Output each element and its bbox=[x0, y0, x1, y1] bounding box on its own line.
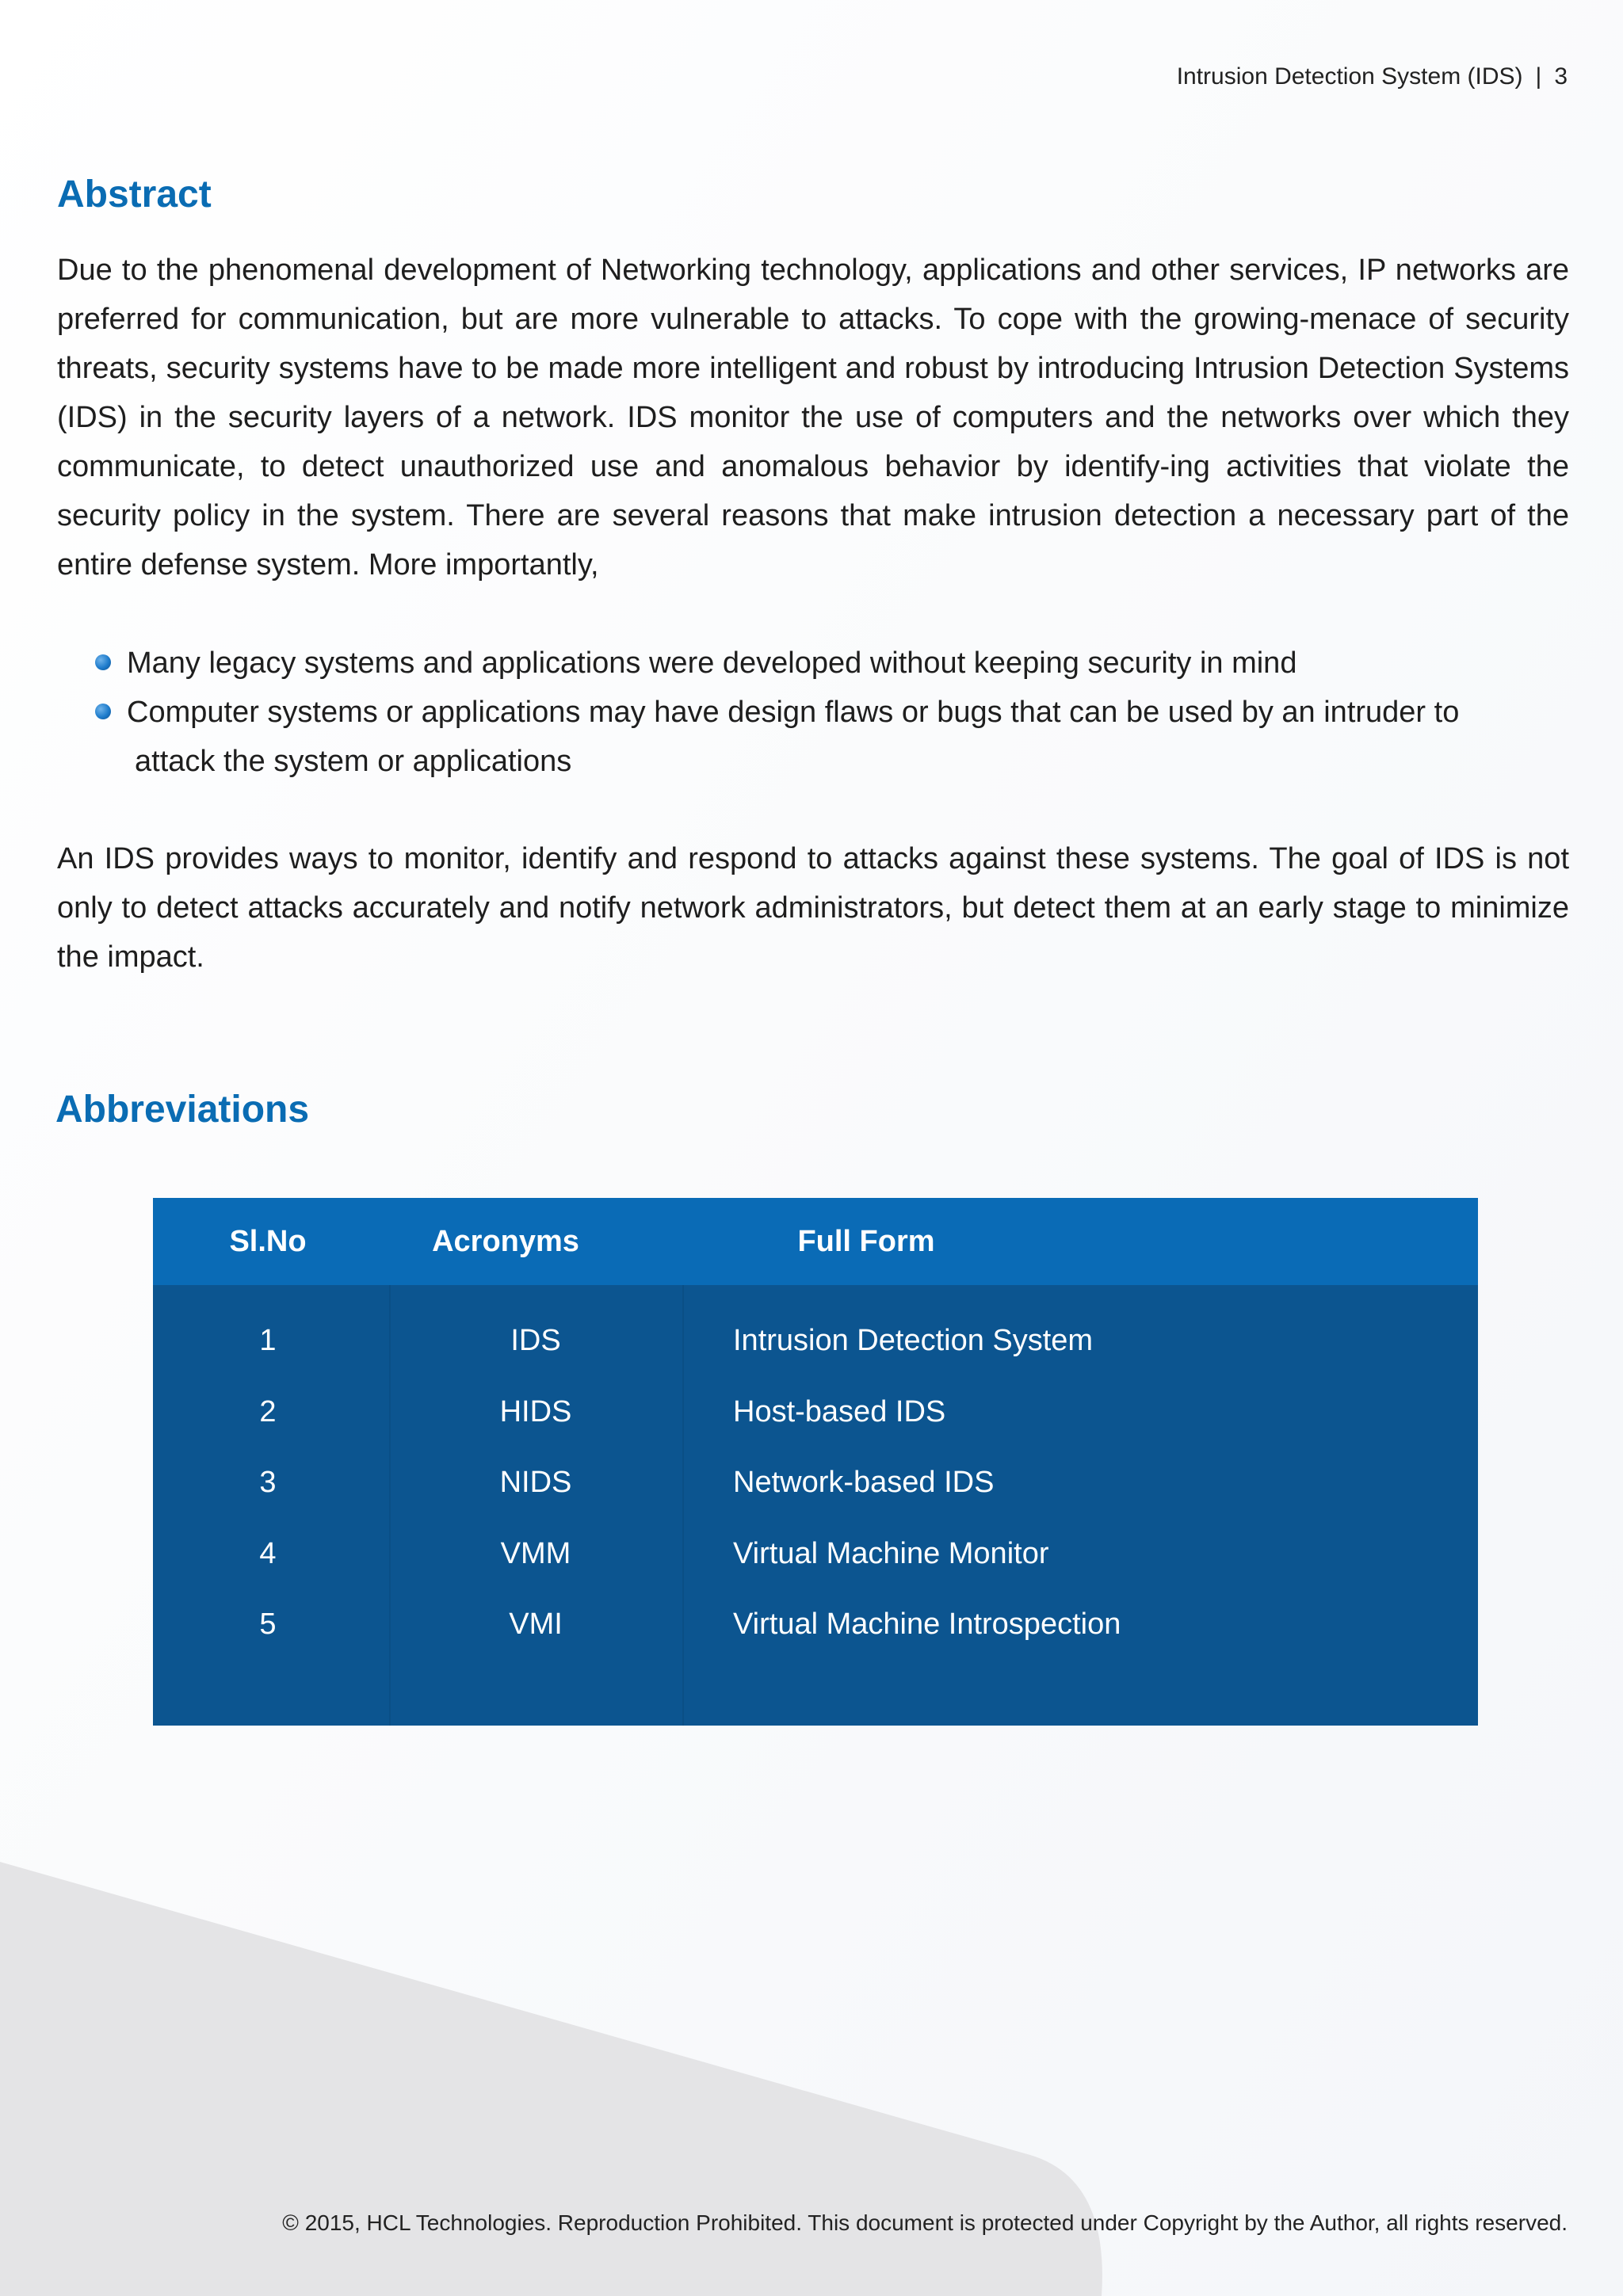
table-row bbox=[153, 1376, 1478, 1447]
cell-acronym: HIDS bbox=[499, 1394, 572, 1428]
list-item bbox=[95, 688, 1569, 786]
cell-slno: 1 bbox=[259, 1323, 277, 1357]
abbreviations-table bbox=[153, 1198, 1478, 1726]
table-row bbox=[153, 1447, 1478, 1518]
running-header bbox=[1177, 63, 1568, 90]
bullet-text-continuation: attack the system or applications bbox=[135, 745, 572, 778]
abbreviations-heading: Abbreviations bbox=[55, 1089, 310, 1131]
cell-slno: 5 bbox=[259, 1607, 277, 1641]
table-row bbox=[153, 1518, 1478, 1589]
column-header-acronyms: Acronyms bbox=[432, 1224, 579, 1258]
cell-full-form: Intrusion Detection System bbox=[733, 1323, 1094, 1357]
cell-full-form: Host-based IDS bbox=[733, 1394, 946, 1428]
cell-full-form: Network-based IDS bbox=[733, 1465, 995, 1499]
cell-acronym: VMM bbox=[500, 1536, 571, 1570]
table-row bbox=[153, 1305, 1478, 1376]
cell-acronym: NIDS bbox=[499, 1465, 572, 1499]
header-separator: | bbox=[1535, 63, 1542, 90]
table-header-row bbox=[153, 1198, 1478, 1285]
column-header-slno: Sl.No bbox=[229, 1224, 307, 1258]
bullet-icon bbox=[95, 654, 111, 670]
bullet-text: Computer systems or applications may have design flaws or bugs that can be used by an intruder to bbox=[127, 696, 1460, 729]
cell-slno: 4 bbox=[259, 1536, 277, 1570]
bullet-text: Many legacy systems and applications were developed without keeping security in mind bbox=[127, 646, 1297, 680]
abstract-heading: Abstract bbox=[57, 174, 212, 215]
abstract-paragraph-2: An IDS provides ways to monitor, identify and respond to attacks against these systems. The goal of IDS is not only to detect attacks accurately and notify network administrators, but detect them at an early stage to minimize the impact. bbox=[57, 842, 1569, 974]
footer-copyright: © 2015, HCL Technologies. Reproduction Prohibited. This document is protected under Copyright by the Author, all rights reserved. bbox=[282, 2210, 1568, 2235]
cell-acronym: IDS bbox=[510, 1323, 561, 1357]
cell-full-form: Virtual Machine Introspection bbox=[733, 1607, 1121, 1641]
abstract-paragraph: Due to the phenomenal development of Networking technology, applications and other services, IP networks are preferred for communication, but are more vulnerable to attacks. To cope with the growing-menace of security threats, security systems have to be made more intelligent and robust by introducing Intrusion Detection Systems (IDS) in the security layers of a network. IDS monitor the use of computers and the networks over which they communicate, to detect unauthorized use and anomalous behavior by identify-ing activities that violate the security policy in the system. There are several reasons that make intrusion detection a necessary part of the entire defense system. More importantly, bbox=[57, 254, 1569, 582]
cell-slno: 3 bbox=[259, 1465, 277, 1499]
table-body bbox=[153, 1285, 1478, 1726]
cell-slno: 2 bbox=[259, 1394, 277, 1428]
header-title: Intrusion Detection System (IDS) bbox=[1176, 63, 1523, 90]
column-header-full-form: Full Form bbox=[797, 1224, 935, 1258]
table-row bbox=[153, 1589, 1478, 1660]
list-item bbox=[95, 639, 1569, 688]
bullet-list bbox=[95, 639, 1569, 786]
page-number: 3 bbox=[1554, 63, 1568, 90]
cell-acronym: VMI bbox=[509, 1607, 563, 1641]
bullet-icon bbox=[95, 704, 111, 719]
cell-full-form: Virtual Machine Monitor bbox=[733, 1536, 1049, 1570]
